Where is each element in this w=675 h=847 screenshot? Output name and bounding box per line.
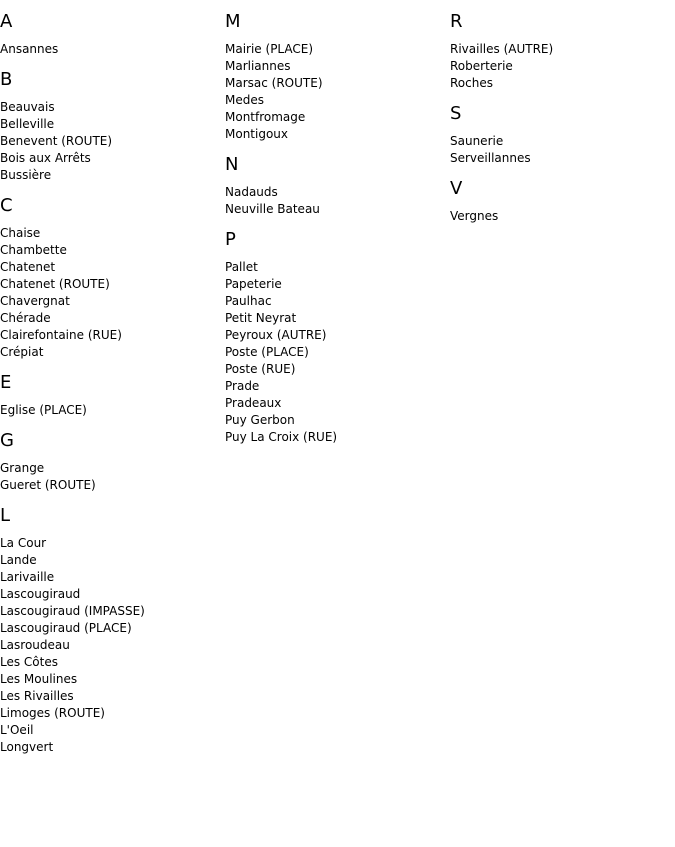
index-column-1 — [0, 0, 220, 760]
place-name[interactable]: Crépiat — [0, 345, 44, 359]
place-name[interactable]: Serveillannes — [450, 151, 531, 165]
letter-group — [225, 11, 445, 143]
index-column-3 — [450, 0, 670, 229]
place-name[interactable]: L'Oeil — [0, 723, 34, 737]
letter-heading: S — [450, 103, 462, 124]
place-name[interactable]: Lande — [0, 553, 37, 567]
place-list — [450, 41, 670, 92]
place-name[interactable]: Papeterie — [225, 277, 282, 291]
place-name[interactable]: Chatenet (ROUTE) — [0, 277, 110, 291]
place-name[interactable]: Poste (PLACE) — [225, 345, 309, 359]
letter-heading: E — [0, 372, 12, 393]
place-list — [0, 460, 220, 494]
place-name[interactable]: Prade — [225, 379, 260, 393]
place-name[interactable]: Saunerie — [450, 134, 504, 148]
place-name[interactable]: Roberterie — [450, 59, 513, 73]
place-name[interactable]: Pallet — [225, 260, 258, 274]
letter-heading: R — [450, 11, 463, 32]
index-column-2 — [225, 0, 445, 450]
place-name[interactable]: Petit Neyrat — [225, 311, 297, 325]
letter-group — [0, 505, 220, 756]
letter-heading: L — [0, 505, 11, 526]
place-list — [225, 41, 445, 143]
place-name[interactable]: Beauvais — [0, 100, 55, 114]
place-name[interactable]: Limoges (ROUTE) — [0, 706, 105, 720]
place-name[interactable]: Marsac (ROUTE) — [225, 76, 323, 90]
place-list — [0, 402, 220, 419]
place-list — [0, 99, 220, 184]
place-list — [0, 41, 220, 58]
place-name[interactable]: Rivailles (AUTRE) — [450, 42, 554, 56]
letter-heading: V — [450, 178, 463, 199]
letter-group — [225, 229, 445, 446]
place-name[interactable]: Chambette — [0, 243, 67, 257]
letter-heading: B — [0, 69, 13, 90]
place-name[interactable]: Marliannes — [225, 59, 291, 73]
letter-group — [225, 154, 445, 218]
place-name[interactable]: Lascougiraud — [0, 587, 81, 601]
place-list — [225, 259, 445, 446]
place-name[interactable]: Nadauds — [225, 185, 278, 199]
letter-group — [450, 11, 670, 92]
letter-group — [450, 178, 670, 225]
place-name[interactable]: Lascougiraud (IMPASSE) — [0, 604, 145, 618]
place-list — [0, 225, 220, 361]
place-name[interactable]: Peyroux (AUTRE) — [225, 328, 327, 342]
place-name[interactable]: Chérade — [0, 311, 51, 325]
letter-heading: C — [0, 195, 13, 216]
place-list — [0, 535, 220, 756]
place-name[interactable]: Montfromage — [225, 110, 306, 124]
place-list — [450, 208, 670, 225]
place-name[interactable]: Belleville — [0, 117, 55, 131]
letter-group — [0, 69, 220, 184]
place-name[interactable]: Neuville Bateau — [225, 202, 320, 216]
place-name[interactable]: Puy Gerbon — [225, 413, 295, 427]
letter-heading: M — [225, 11, 241, 32]
letter-group — [450, 103, 670, 167]
place-name[interactable]: Les Côtes — [0, 655, 58, 669]
place-name[interactable]: Medes — [225, 93, 264, 107]
place-name[interactable]: Mairie (PLACE) — [225, 42, 314, 56]
place-name[interactable]: Benevent (ROUTE) — [0, 134, 113, 148]
letter-heading: G — [0, 430, 14, 451]
place-name[interactable]: Les Moulines — [0, 672, 78, 686]
place-name[interactable]: Poste (RUE) — [225, 362, 296, 376]
letter-group — [0, 430, 220, 494]
place-name[interactable]: Chavergnat — [0, 294, 70, 308]
place-name[interactable]: Chatenet — [0, 260, 56, 274]
place-name[interactable]: Bois aux Arrêts — [0, 151, 91, 165]
letter-heading: P — [225, 229, 236, 250]
place-name[interactable]: Eglise (PLACE) — [0, 403, 87, 417]
place-list — [450, 133, 670, 167]
place-name[interactable]: La Cour — [0, 536, 47, 550]
place-name[interactable]: Gueret (ROUTE) — [0, 478, 96, 492]
place-name[interactable]: Larivaille — [0, 570, 55, 584]
letter-group — [0, 372, 220, 419]
place-name[interactable]: Paulhac — [225, 294, 272, 308]
place-name[interactable]: Longvert — [0, 740, 54, 754]
place-name[interactable]: Vergnes — [450, 209, 499, 223]
place-name[interactable]: Clairefontaine (RUE) — [0, 328, 122, 342]
letter-group — [0, 195, 220, 361]
place-name[interactable]: Bussière — [0, 168, 52, 182]
place-name[interactable]: Roches — [450, 76, 493, 90]
place-name[interactable]: Chaise — [0, 226, 41, 240]
place-name[interactable]: Grange — [0, 461, 45, 475]
place-name[interactable]: Pradeaux — [225, 396, 282, 410]
place-name[interactable]: Lascougiraud (PLACE) — [0, 621, 132, 635]
letter-heading: A — [0, 11, 13, 32]
letter-heading: N — [225, 154, 239, 175]
place-name[interactable]: Lasroudeau — [0, 638, 70, 652]
place-name[interactable]: Ansannes — [0, 42, 59, 56]
place-name[interactable]: Les Rivailles — [0, 689, 74, 703]
place-name[interactable]: Puy La Croix (RUE) — [225, 430, 338, 444]
place-list — [225, 184, 445, 218]
letter-group — [0, 11, 220, 58]
place-name[interactable]: Montigoux — [225, 127, 289, 141]
